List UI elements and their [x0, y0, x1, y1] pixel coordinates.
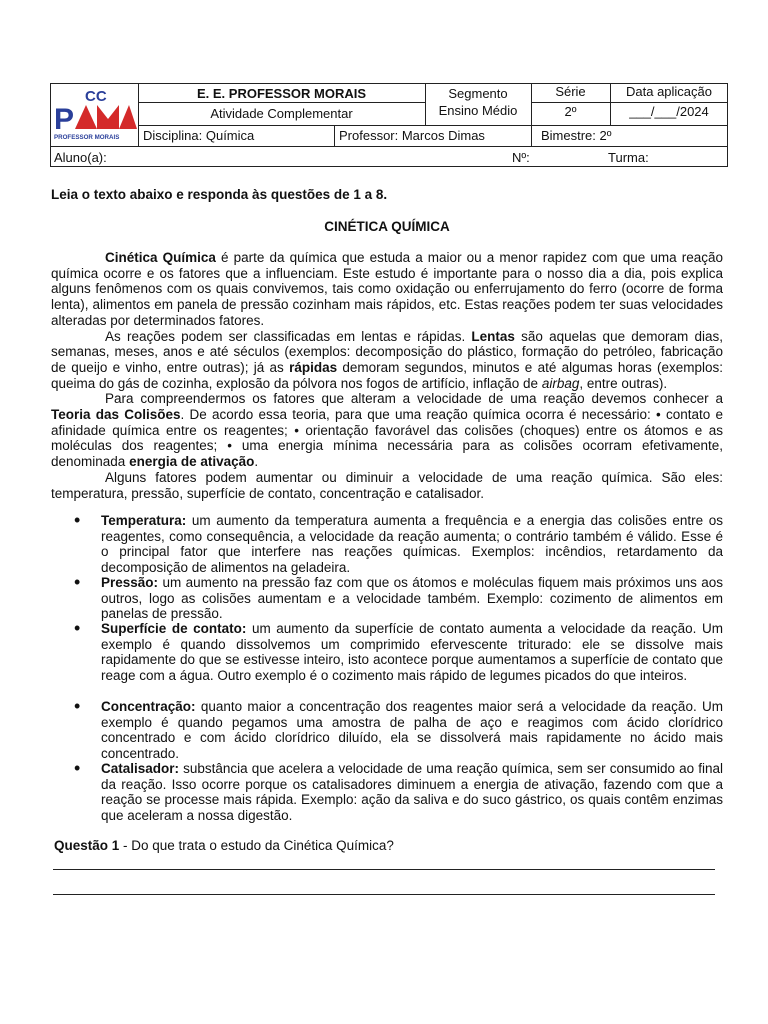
grid-line — [334, 125, 335, 146]
numero-field[interactable]: Nº: — [512, 150, 530, 165]
data-label: Data aplicação — [626, 84, 712, 99]
grid-line — [138, 125, 728, 126]
header-table — [50, 83, 728, 167]
bullet-superficie: Superfície de contato: um aumento da superfície de contato aumenta a velocidade da reação. Um exemplo é quando dissolvemos um comprimido efervescente triturado: ele se dissolve mais rapidamente do que se estivesse inteiro, isto acontece porque aumentamos a superfície de contato que reage com a água. Outro exemplo é o cozimento mais rápido de legumes picados do que inteiros. — [101, 621, 723, 684]
school-logo — [53, 87, 137, 143]
bullet-catalisador: Catalisador: substância que acelera a velocidade de uma reação química, sem ser consumido ao final da reação. Isso ocorre porque os catalisadores diminuem a energia de ativação, fazendo com que a reação se processe mais rápida. Exemplo: ação da saliva e do suco gástrico, os quais contêm enzimas que aceleram a nossa digestão. — [101, 761, 723, 824]
school-name: E. E. PROFESSOR MORAIS — [196, 86, 367, 101]
serie-value: 2º — [564, 104, 577, 119]
logo-text: PROFESSOR MORAIS — [54, 134, 120, 141]
paragraph-4: Alguns fatores podem aumentar ou diminuir a velocidade de uma reação química. São eles: temperatura, pressão, superfície de contato, concentração e catalisador. — [51, 469, 723, 501]
bullet-temperatura: Temperatura: um aumento da temperatura aumenta a frequência e a energia das colisões entre os reagentes, como consequência, a velocidade da reação aumenta; o contrário também é válido. Esse é o principal fator que interfere nas reações químicas. Exemplos: incêndios, retardamento da decomposição de alimentos na geladeira. — [101, 513, 723, 576]
paragraph-2: As reações podem ser classificadas em lentas e rápidas. Lentas são aquelas que demoram dias, semanas, meses, anos e até séculos (exemplos: decomposição do plástico, formação do petróleo, fabricação de queijo e vinho, entre outras); já as rápidas demoram segundos, minutos e até algumas horas (exemplos: queima do gás de cozinha, explosão da pólvora nos fogos de artifício, inflação de airbag, entre outras). — [51, 328, 724, 391]
professor: Professor: Marcos Dimas — [339, 128, 485, 143]
segmento-label: Segmento — [448, 86, 508, 101]
turma-field[interactable]: Turma: — [608, 150, 649, 165]
segmento-value: Ensino Médio — [438, 103, 518, 118]
worksheet-page: CC P PROFESSOR MORAIS E. E. PROFESSOR MORAIS Atividade Complementar Segmento Ensino Médio Série 2º Data aplicação ___/___/2024 Disciplina: Química Professor: Marcos Dimas Bimestre: 2º Aluno(a): Nº: Turma: Leia o texto abaixo e responda às questões de 1 a 8. CINÉTICA QUÍMICA Cinética Química é parte da química que estuda a maior ou a menor rapidez com que uma reação química ocorre e os fatores que a influenciam. Este estudo é importante para o nosso dia a dia, pois explica alguns fenômenos com os quais convivemos, tais como oxidação ou enferrujamento do ferro (ocorre de forma lenta), alimentos em panela de pressão cozinham mais rápidos, etc. Estas reações podem ter suas velocidades alteradas por determinados fatores. As reações podem ser classificadas em lentas e rápidas. Lentas são aquelas que demoram dias, semanas, meses, anos e até séculos (exemplos: decomposição do plástico, formação do petróleo, fabricação de queijo e vinho, entre outras); já as rápidas demoram segundos, minutos e até algumas horas (exemplos: queima do gás de cozinha, explosão da pólvora nos fogos de artifício, inflação de airbag, entre outras). Para compreendermos os fatores que alteram a velocidade de uma reação devemos conhecer a Teoria das Colisões. De acordo essa teoria, para que uma reação química ocorra é necessário: • contato e afinidade química entre os reagentes; • orientação favorável das colisões (choques) entre os átomos e as moléculas dos reagentes; • uma energia mínima necessária para as colisões ocorram efetivamente, denominada energia de ativação. Alguns fatores podem aumentar ou diminuir a velocidade de uma reação química. São eles: temperatura, pressão, superfície de contato, concentração e catalisador. • Temperatura: um aumento da temperatura aumenta a frequência e a energia das colisões entre os reagentes, como consequência, a velocidade da reação aumenta; o contrário também é válido. Esse é o principal fator que interfere nas reações químicas. Exemplos: incêndios, retardamento da decomposição de alimentos na geladeira. • Pressão: um aumento na pressão faz com que os átomos e moléculas fiquem mais próximos uns aos outros, logo as colisões aumentam e a velocidade também. Exemplo: cozimento de alimentos em panelas de pressão. • Superfície de contato: um aumento da superfície de contato aumenta a velocidade da reação. Um exemplo é quando dissolvemos um comprimido efervescente triturado: ele se dissolve mais rapidamente do que se estivesse inteiro, isto acontece porque aumentamos a superfície de contato que reage com a água. Outro exemplo é o cozimento mais rápido de legumes picados do que inteiros. • Concentração: quanto maior a concentração dos reagentes maior será a velocidade da reação. Um exemplo é quando pegamos uma amostra de palha de aço e reagimos com ácido clorídrico concentrado e com ácido clorídrico diluído, ela se dissolverá mais rapidamente no ácido mais concentrado. • Catalisador: substância que acelera a velocidade de uma reação química, sem ser consumido ao final da reação. Isso ocorre porque os catalisadores diminuem a energia de ativação, fazendo com que a reação se processe mais rápida. Exemplo: ação da saliva e do suco gástrico, os quais contêm enzimas que aceleram a nossa digestão. Questão 1 - Do que trata o estudo da Cinética Química? — [0, 0, 768, 1024]
grid-line — [138, 102, 425, 103]
svg-text:CC: CC — [85, 88, 107, 105]
instruction: Leia o texto abaixo e responda às questões de 1 a 8. — [51, 187, 388, 202]
grid-line — [51, 146, 728, 147]
data-field[interactable]: ___/___/2024 — [629, 104, 709, 119]
question-1: Questão 1 - Do que trata o estudo da Cinética Química? — [54, 838, 394, 853]
aluno-field[interactable]: Aluno(a): — [54, 150, 107, 165]
bimestre: Bimestre: 2º — [541, 128, 612, 143]
serie-label: Série — [555, 84, 586, 99]
paragraph-1: Cinética Química é parte da química que estuda a maior ou a menor rapidez com que uma reação química ocorre e os fatores que a influenciam. Este estudo é importante para o nosso dia a dia, pois explica alguns fenômenos com os quais convivemos, tais como oxidação ou enferrujamento do ferro (ocorre de forma lenta), alimentos em panela de pressão cozinham mais rápidos, etc. Estas reações podem ter suas velocidades alteradas por determinados fatores. — [51, 250, 723, 328]
bullet-concentracao: Concentração: quanto maior a concentração dos reagentes maior será a velocidade da reação. Um exemplo é quando pegamos uma amostra de palha de aço e reagimos com ácido clorídrico concentrado e com ácido clorídrico diluído, ela se dissolverá mais rapidamente no ácido mais concentrado. — [101, 699, 723, 762]
grid-line — [531, 102, 728, 103]
answer-line[interactable] — [53, 894, 715, 895]
intro-text — [51, 250, 723, 501]
page-title: CINÉTICA QUÍMICA — [324, 219, 450, 234]
disciplina: Disciplina: Química — [143, 128, 255, 143]
activity-type: Atividade Complementar — [210, 106, 353, 121]
svg-text:P: P — [54, 103, 74, 136]
paragraph-3: Para compreendermos os fatores que alteram a velocidade de uma reação devemos conhecer a Teoria das Colisões. De acordo essa teoria, para que uma reação química ocorra é necessário: • contato e afinidade química entre os reagentes; • orientação favorável das colisões (choques) entre os átomos e as moléculas dos reagentes; • uma energia mínima necessária para as colisões ocorram efetivamente, denominada energia de ativação. — [51, 391, 724, 470]
bullet-pressao: Pressão: um aumento na pressão faz com que os átomos e moléculas fiquem mais próximos uns aos outros, logo as colisões aumentam e a velocidade também. Exemplo: cozimento de alimentos em panelas de pressão. — [101, 575, 723, 622]
answer-line[interactable] — [53, 869, 715, 870]
